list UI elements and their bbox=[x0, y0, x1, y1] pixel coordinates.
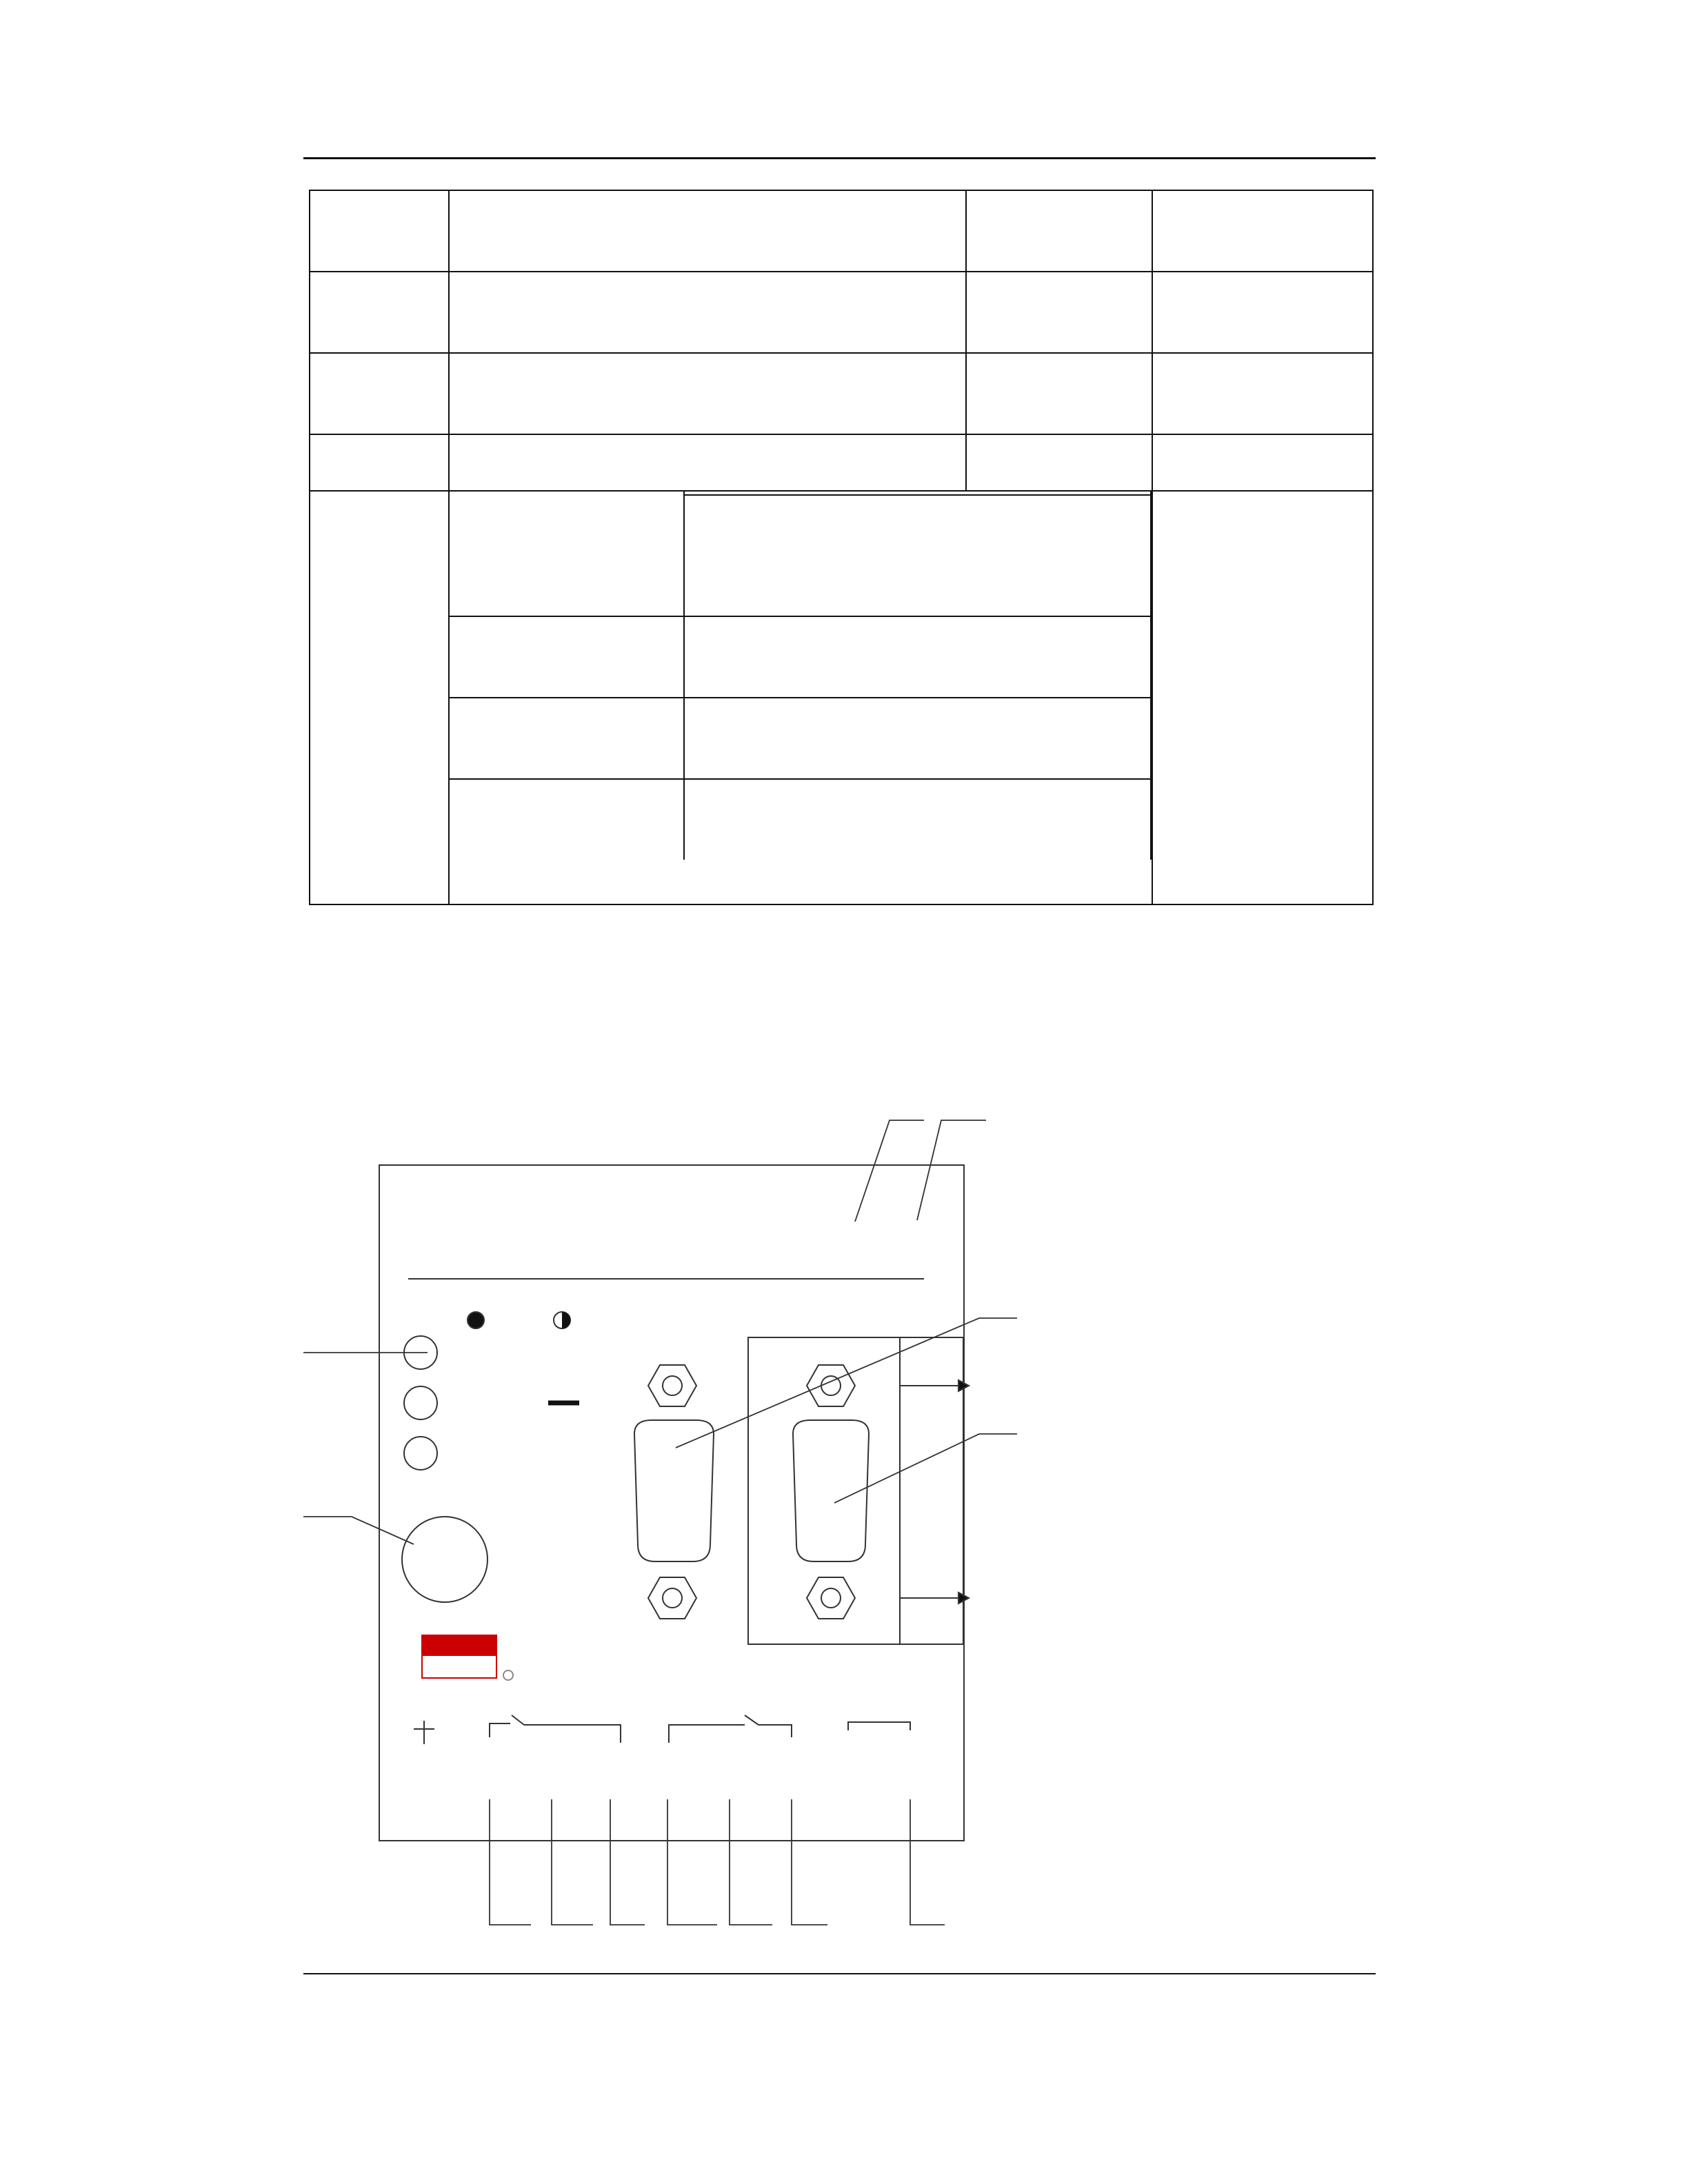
wanlong-logo-bar bbox=[422, 1635, 496, 1656]
prog-screw-bottom bbox=[807, 1577, 855, 1619]
prog-screw-bottom-center bbox=[821, 1588, 841, 1608]
run-indicator-half bbox=[562, 1312, 570, 1328]
callout-leaders bbox=[303, 1120, 1017, 1925]
programmer-connector bbox=[793, 1420, 869, 1561]
led-fault bbox=[404, 1437, 437, 1470]
prog-screw-top bbox=[807, 1365, 855, 1406]
relay-symbols bbox=[414, 1715, 910, 1744]
comm-screw-bottom-center bbox=[663, 1588, 682, 1608]
comm-port-connector bbox=[634, 1420, 714, 1561]
registered-mark-icon bbox=[503, 1670, 513, 1680]
footer-rule bbox=[303, 1973, 1376, 1974]
panel-outline bbox=[379, 1165, 964, 1841]
comm-screw-bottom bbox=[648, 1577, 696, 1619]
stop-indicator-icon bbox=[468, 1312, 484, 1328]
reset-button bbox=[402, 1517, 488, 1602]
comm-screw-top-center bbox=[663, 1376, 682, 1395]
comm-screw-top bbox=[648, 1365, 696, 1406]
led-bus bbox=[404, 1386, 437, 1419]
